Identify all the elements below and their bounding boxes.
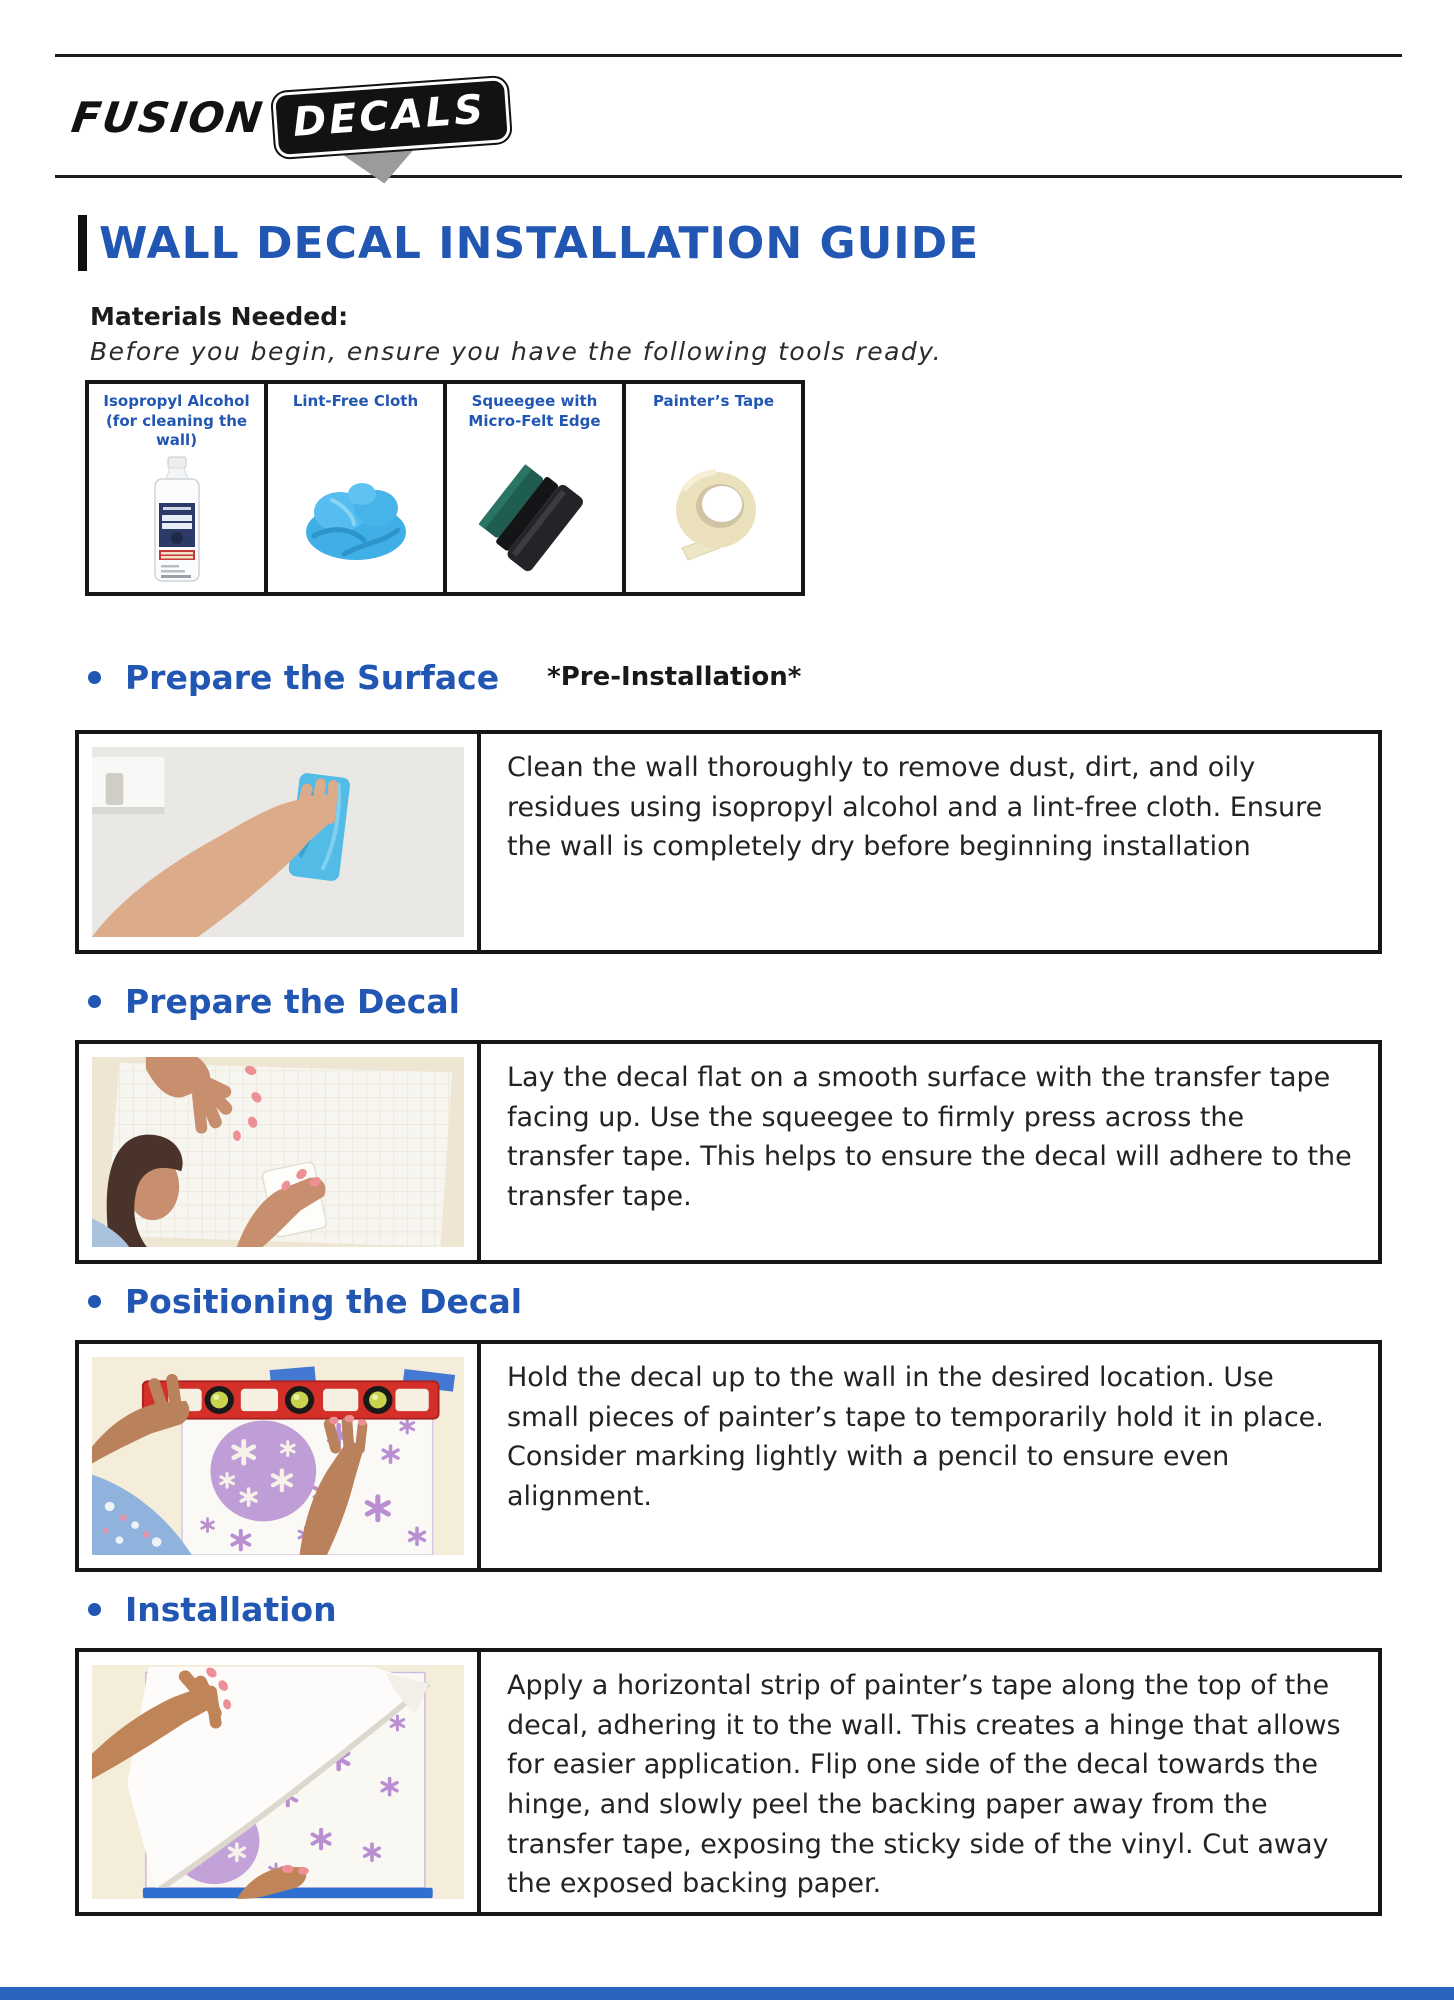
material-label: Lint-Free Cloth	[292, 392, 419, 410]
step-text-cell	[481, 734, 1378, 950]
step-box-installation	[75, 1648, 1382, 1916]
step-instructions: Hold the decal up to the wall in the desired location. Use small pieces of painter’s tape to temporarily hold it in place. Consider marking lightly with a pencil to ensure even alignment.	[507, 1362, 1324, 1513]
section-title: Prepare the Decal	[125, 981, 460, 1021]
cleaning-wall-photo	[79, 734, 481, 950]
title-accent-bar	[78, 215, 87, 271]
bullet-icon	[88, 671, 101, 684]
section-heading-positioning-decal	[88, 1278, 1454, 1324]
step-text-cell	[481, 1652, 1378, 1912]
top-divider	[55, 54, 1402, 57]
step-instructions: Clean the wall thoroughly to remove dust, dirt, and oily residues using isopropyl alcohol and a lint-free cloth. Ensure the wall is completely dry before beginning installation	[507, 752, 1323, 863]
logo-fusion-wordmark: FUSION	[68, 92, 267, 142]
step-instructions: Lay the decal flat on a smooth surface with the transfer tape facing up. Use the squeegee to firmly press across the transfer tape. This helps to ensure the decal will adhere to the transfer tape.	[507, 1062, 1352, 1213]
material-label: Isopropyl Alcohol (for cleaning the wall)	[103, 392, 250, 449]
materials-subheading: Before you begin, ensure you have the following tools ready.	[90, 337, 943, 366]
page-title: WALL DECAL INSTALLATION GUIDE	[99, 217, 980, 269]
lint-free-cloth-icon	[274, 454, 437, 586]
page-title-row	[78, 214, 1454, 272]
section-note: *Pre-Installation*	[547, 662, 802, 692]
squeegee-icon	[453, 454, 616, 586]
section-heading-prepare-surface	[88, 654, 1454, 700]
step-instructions: Apply a horizontal strip of painter’s tape along the top of the decal, adhering it to the wall. This creates a hinge that allows for easier application. Flip one side of the decal towards the hinge, and slowly peel the backing paper away from the transfer tape, exposing the sticky side of the vinyl. Cut away the exposed backing paper.	[507, 1670, 1341, 1900]
material-label: Painter’s Tape	[652, 392, 775, 410]
logo-decals-wordmark: DECALS	[272, 76, 511, 157]
squeegee-decal-photo	[79, 1044, 481, 1260]
bullet-icon	[88, 1603, 101, 1616]
materials-cell-alcohol	[87, 382, 266, 594]
section-title: Prepare the Surface	[125, 657, 500, 697]
section-title: Installation	[125, 1589, 337, 1629]
material-label: Squeegee with Micro-Felt Edge	[468, 392, 601, 430]
materials-cell-tape	[624, 382, 803, 594]
step-box-positioning-decal	[75, 1340, 1382, 1572]
step-box-prepare-decal	[75, 1040, 1382, 1264]
bullet-icon	[88, 995, 101, 1008]
materials-heading: Materials Needed:	[90, 302, 349, 331]
fusion-decals-logo	[68, 85, 509, 150]
level-positioning-photo	[79, 1344, 481, 1568]
step-text-cell	[481, 1044, 1378, 1260]
section-heading-prepare-decal	[88, 978, 1454, 1024]
isopropyl-alcohol-bottle-icon	[95, 454, 258, 586]
section-title: Positioning the Decal	[125, 1281, 523, 1321]
materials-cell-cloth	[266, 382, 445, 594]
painters-tape-icon	[632, 454, 795, 586]
step-box-prepare-surface	[75, 730, 1382, 954]
bullet-icon	[88, 1295, 101, 1308]
step-text-cell	[481, 1344, 1378, 1568]
header-divider	[55, 175, 1402, 178]
header	[68, 71, 1454, 163]
materials-cell-squeegee	[445, 382, 624, 594]
peel-backing-photo	[79, 1652, 481, 1912]
section-heading-installation	[88, 1586, 1454, 1632]
logo-decals-badge	[274, 85, 509, 150]
materials-table	[85, 380, 805, 596]
footer-accent-bar	[0, 1987, 1454, 2000]
